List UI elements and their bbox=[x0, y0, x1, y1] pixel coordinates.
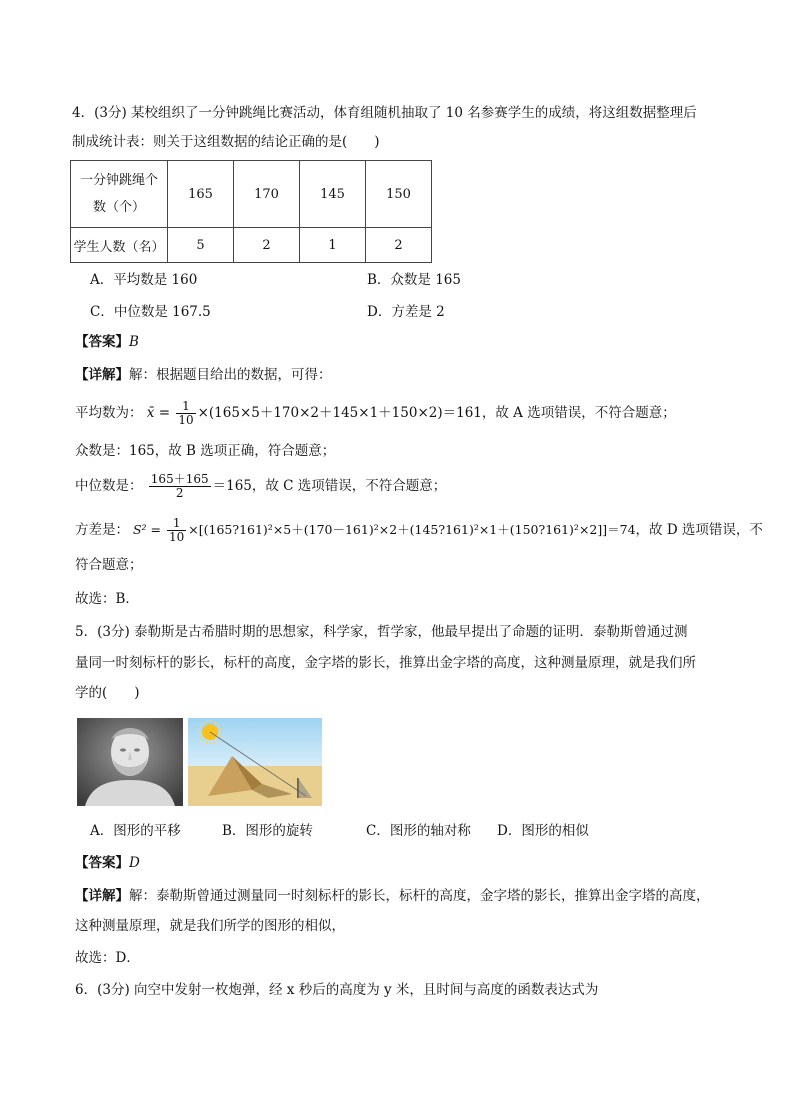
q5-detail-line2: 这种测量原理，就是我们所学的图形的相似， bbox=[75, 918, 345, 934]
table-row bbox=[71, 161, 432, 228]
table-row bbox=[71, 228, 432, 263]
median-expression: ＝165 bbox=[212, 478, 252, 494]
q4-score-table bbox=[70, 160, 432, 263]
q4-option-d: D．方差是 2 bbox=[367, 304, 445, 320]
q5-stem-line1: 5．(3分) 泰勒斯是古希腊时期的思想家，科学家，哲学家，他最早提出了命题的证明．泰勒斯曾通过测 bbox=[75, 624, 688, 640]
fraction bbox=[167, 517, 186, 544]
thales-bust-image bbox=[77, 718, 183, 806]
q5-option-a: A．图形的平移 bbox=[90, 823, 181, 839]
pyramid-illustration bbox=[188, 718, 322, 806]
fraction bbox=[176, 400, 195, 427]
table-header-cell: 学生人数（名） bbox=[71, 228, 168, 263]
fraction bbox=[149, 473, 211, 500]
q4-variance-line2: 符合题意； bbox=[75, 557, 143, 573]
detail-label: 【详解】 bbox=[75, 367, 129, 383]
q4-answer bbox=[75, 332, 139, 352]
table-header-cell bbox=[71, 161, 168, 228]
q5-option-b: B．图形的旋转 bbox=[222, 823, 313, 839]
table-cell: 2 bbox=[234, 228, 300, 263]
q4-stem-line1: 4．(3分) 某校组织了一分钟跳绳比赛活动，体育组随机抽取了 10 名参赛学生的成绩，将这组数据整理后 bbox=[72, 105, 697, 121]
table-cell: 170 bbox=[234, 161, 300, 228]
table-cell: 2 bbox=[366, 228, 432, 263]
table-cell: 165 bbox=[168, 161, 234, 228]
detail-text: 解：泰勒斯曾通过测量同一时刻标杆的影长，标杆的高度，金字塔的影长，推算出金字塔的高度， bbox=[129, 888, 710, 904]
bust-illustration bbox=[77, 718, 183, 806]
median-prefix: 中位数是： bbox=[75, 478, 143, 494]
table-header-line: 数（个） bbox=[92, 200, 145, 215]
answer-label: 【答案】 bbox=[75, 855, 129, 871]
detail-text: 解：根据题目给出的数据，可得： bbox=[129, 367, 332, 383]
answer-label: 【答案】 bbox=[75, 334, 129, 350]
variance-symbol: S² = bbox=[132, 522, 162, 537]
fraction-denominator: 10 bbox=[169, 530, 185, 544]
table-cell: 145 bbox=[300, 161, 366, 228]
q4-detail-intro bbox=[75, 365, 332, 385]
fraction-numerator: 1 bbox=[176, 400, 195, 414]
variance-expression: ×[(165?161)²×5＋(170－161)²×2＋(145?161)²×1＋(150?161)²×2]]＝74 bbox=[188, 522, 636, 537]
q5-option-d: D．图形的相似 bbox=[497, 823, 589, 839]
mean-symbol: x̄ = bbox=[146, 405, 171, 421]
fraction-numerator: 1 bbox=[167, 517, 186, 531]
q4-choose: 故选：B． bbox=[75, 591, 139, 607]
variance-conclusion: ，故 D 选项错误，不 bbox=[635, 522, 763, 538]
q5-detail-line1 bbox=[75, 886, 710, 906]
q4-stem-line2: 制成统计表：则关于这组数据的结论正确的是( ) bbox=[72, 134, 380, 150]
table-header-line: 一分钟跳绳个 bbox=[79, 173, 158, 188]
detail-label: 【详解】 bbox=[75, 888, 129, 904]
table-cell: 150 bbox=[366, 161, 432, 228]
fraction-denominator: 2 bbox=[175, 486, 184, 500]
q4-variance-line bbox=[75, 512, 763, 548]
mean-prefix: 平均数为： bbox=[75, 405, 143, 421]
q4-mean-line bbox=[75, 395, 676, 431]
answer-value: D bbox=[129, 855, 140, 871]
mean-expression: ×(165×5＋170×2＋145×1＋150×2)＝161 bbox=[197, 405, 482, 421]
pyramid-measurement-image bbox=[188, 718, 322, 806]
fraction-denominator: 10 bbox=[178, 413, 194, 427]
q5-stem-line2: 量同一时刻标杆的影长，标杆的高度，金字塔的影长，推算出金字塔的高度，这种测量原理，就是我们所 bbox=[75, 655, 696, 671]
q4-median-line bbox=[75, 468, 446, 504]
q5-answer bbox=[75, 853, 140, 873]
variance-prefix: 方差是： bbox=[75, 522, 129, 538]
q5-option-c: C．图形的轴对称 bbox=[366, 823, 471, 839]
q5-choose: 故选：D． bbox=[75, 950, 140, 966]
mean-conclusion: ，故 A 选项错误，不符合题意； bbox=[481, 405, 676, 421]
answer-value: B bbox=[129, 334, 139, 350]
fraction-numerator: 165＋165 bbox=[150, 472, 209, 486]
q4-option-c: C．中位数是 167.5 bbox=[90, 304, 211, 320]
table-cell: 5 bbox=[168, 228, 234, 263]
table-cell: 1 bbox=[300, 228, 366, 263]
q4-option-b: B．众数是 165 bbox=[367, 272, 461, 288]
q4-mode-line: 众数是：165，故 B 选项正确，符合题意； bbox=[75, 443, 336, 459]
q5-stem-line3: 学的( ) bbox=[75, 685, 140, 701]
q4-option-a: A．平均数是 160 bbox=[90, 272, 198, 288]
median-conclusion: ，故 C 选项错误，不符合题意； bbox=[251, 478, 447, 494]
q6-stem-line1: 6．(3分) 向空中发射一枚炮弹，经 x 秒后的高度为 y 米，且时间与高度的函数表达式为 bbox=[75, 982, 599, 998]
